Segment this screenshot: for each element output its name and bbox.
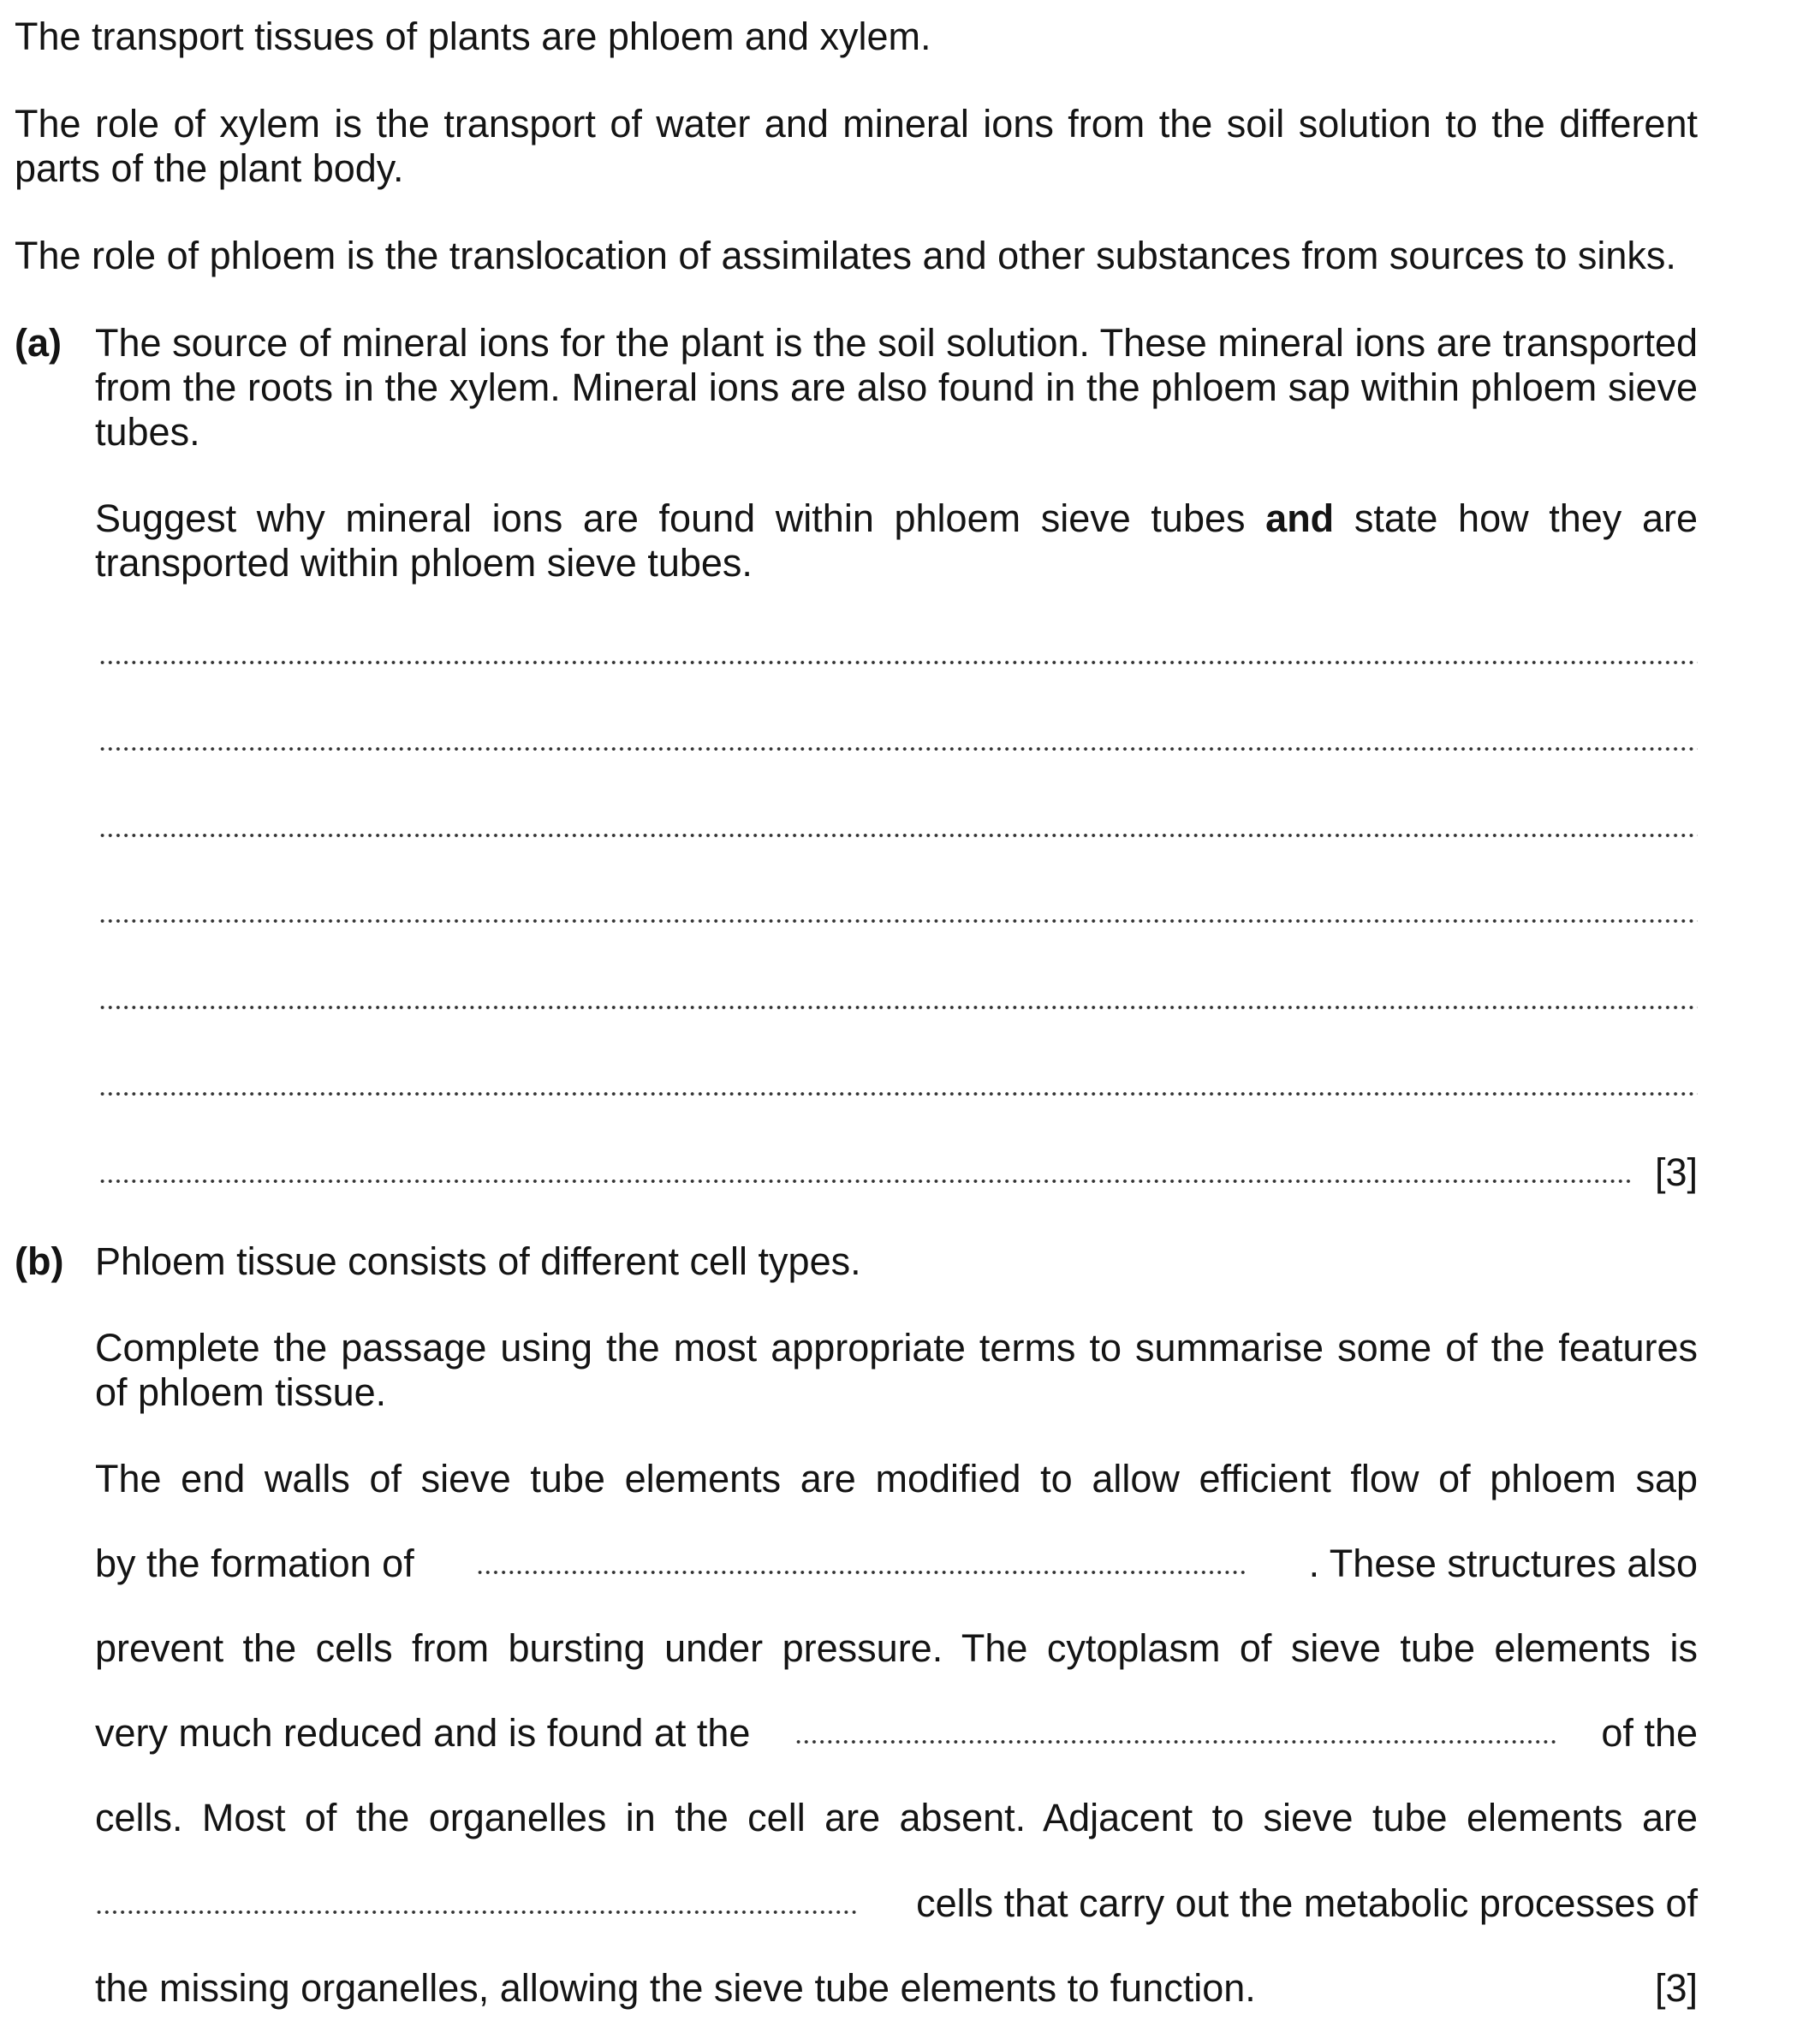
passage-line-2-after: . These structures also	[1308, 1542, 1698, 1585]
passage-line-4	[95, 1711, 1698, 1756]
part-b-marks: [3]	[1654, 1966, 1698, 2010]
part-b-stem: Phloem tissue consists of different cell types.	[95, 1239, 861, 1283]
passage-line-5: cells. Most of the organelles in the cell are absent. Adjacent to sieve tube elements are	[95, 1796, 1698, 1839]
part-b-label: (b)	[15, 1239, 64, 1283]
part-a-marks: [3]	[1654, 1150, 1698, 1194]
answer-line-a4[interactable]	[98, 918, 1698, 924]
part-a-question-after: state how they are transported within phloem sieve tubes.	[95, 496, 1698, 585]
passage-line-3: prevent the cells from bursting under pressure. The cytoplasm of sieve tube elements is	[95, 1626, 1698, 1670]
intro-paragraph-3: The role of phloem is the translocation of assimilates and other substances from sources to sinks.	[15, 234, 1676, 277]
passage-line-4-after: of the	[1601, 1711, 1698, 1755]
part-a-question-bold: and	[1265, 496, 1335, 540]
answer-line-a5[interactable]	[98, 1005, 1698, 1010]
blank-cell-periphery[interactable]	[794, 1739, 1556, 1744]
intro-paragraph-1: The transport tissues of plants are phloem and xylem.	[15, 15, 931, 58]
blank-sieve-plates[interactable]	[476, 1570, 1247, 1575]
passage-line-6	[95, 1881, 1698, 1926]
intro-paragraph-2: The role of xylem is the transport of water and mineral ions from the soil solution to the different parts of the plant body.	[15, 102, 1698, 190]
passage-line-7: the missing organelles, allowing the sieve tube elements to function.	[95, 1966, 1256, 2010]
passage-line-4-before: very much reduced and is found at the	[95, 1711, 751, 1755]
answer-line-a1[interactable]	[98, 660, 1698, 665]
answer-line-a6[interactable]	[98, 1091, 1698, 1096]
passage-line-2	[95, 1542, 1698, 1586]
passage-line-1: The end walls of sieve tube elements are modified to allow efficient flow of phloem sap	[95, 1457, 1698, 1500]
answer-line-a3[interactable]	[98, 833, 1698, 838]
blank-companion-cells[interactable]	[95, 1910, 857, 1915]
part-a-label: (a)	[15, 321, 62, 365]
answer-line-a2[interactable]	[98, 746, 1698, 752]
part-b-instruction: Complete the passage using the most appropriate terms to summarise some of the features of phloem tissue.	[95, 1326, 1698, 1414]
part-a-stem: The source of mineral ions for the plant is the soil solution. These mineral ions are transported from the roots in the xylem. Mineral ions are also found in the phloem sap within phloem sieve tubes.	[95, 321, 1698, 454]
part-a-question-before: Suggest why mineral ions are found within phloem sieve tubes	[95, 496, 1266, 540]
passage-line-2-before: by the formation of	[95, 1542, 414, 1585]
part-a-question	[95, 496, 1698, 585]
passage-line-6-after: cells that carry out the metabolic processes of	[916, 1881, 1698, 1925]
answer-line-a7[interactable]	[98, 1179, 1633, 1184]
